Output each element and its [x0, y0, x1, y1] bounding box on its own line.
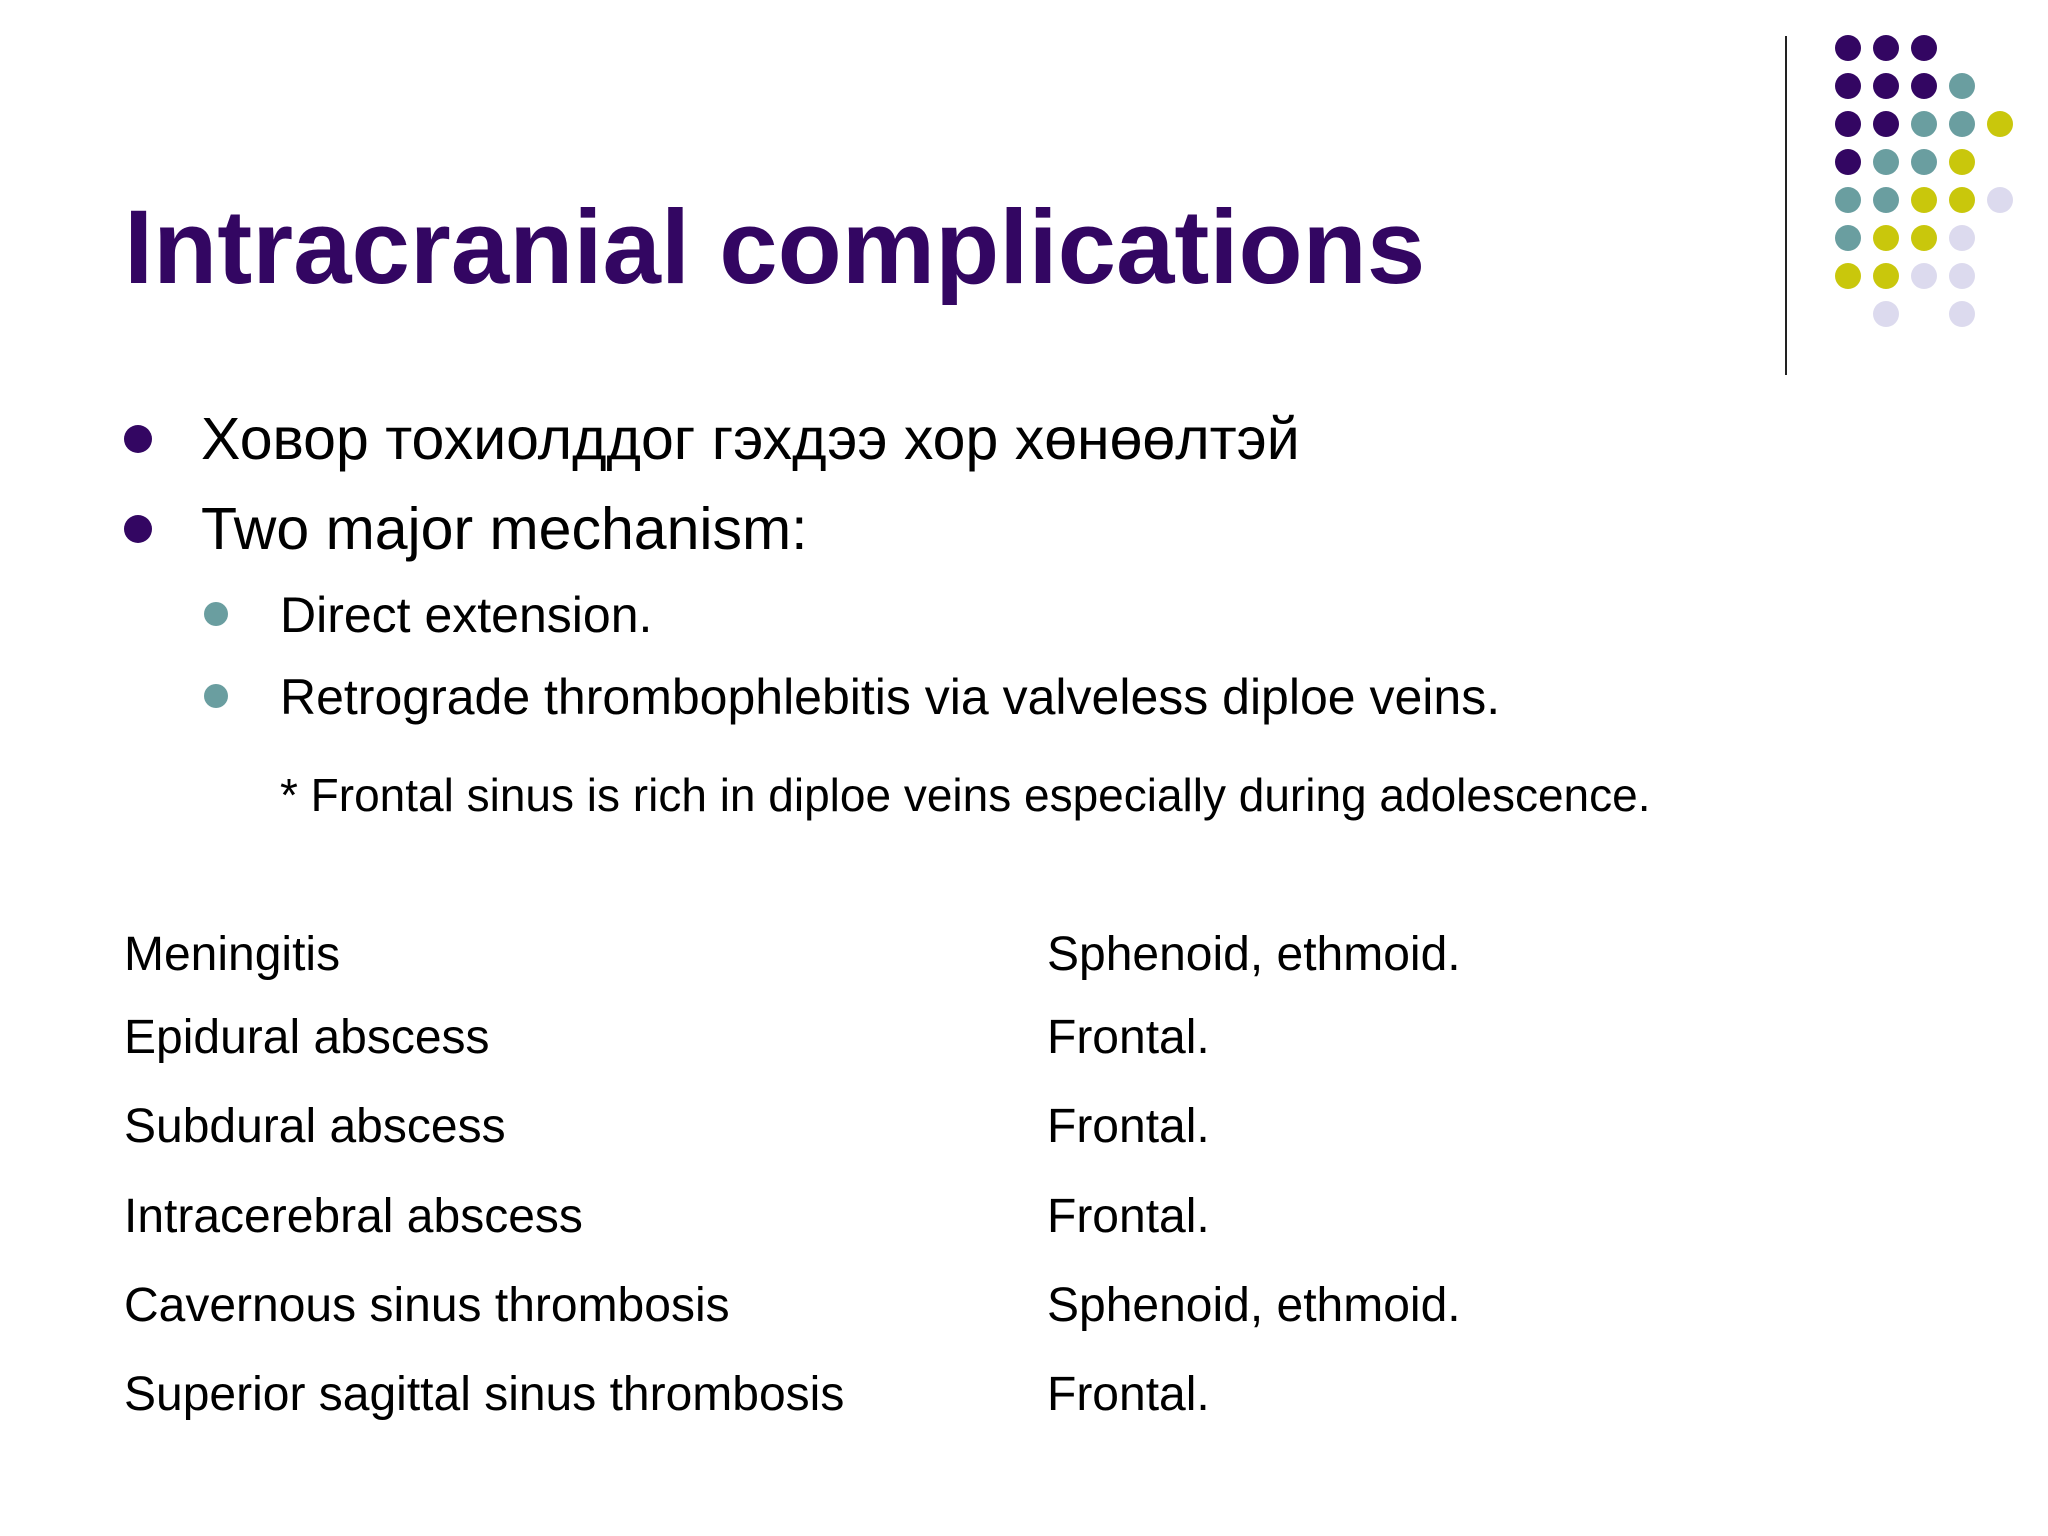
bullet-dot-icon — [124, 425, 152, 453]
decorative-dot — [1949, 149, 1975, 175]
decorative-dot — [1987, 111, 2013, 137]
decorative-dot — [1911, 111, 1937, 137]
sinus-cell: Sphenoid, ethmoid. — [1047, 928, 1461, 981]
sinus-cell: Sphenoid, ethmoid. — [1047, 1279, 1461, 1332]
decorative-dot — [1987, 187, 2013, 213]
complication-cell: Intracerebral abscess — [124, 1190, 583, 1243]
sub-bullet-text: Retrograde thrombophlebitis via valveless diploe veins. — [280, 669, 1501, 725]
decorative-dot — [1835, 263, 1861, 289]
decorative-dot — [1835, 149, 1861, 175]
decorative-dot — [1835, 73, 1861, 99]
decorative-dot — [1873, 35, 1899, 61]
decorative-dot — [1949, 301, 1975, 327]
decorative-dot — [1835, 225, 1861, 251]
decorative-dot — [1873, 301, 1899, 327]
sinus-cell: Frontal. — [1047, 1190, 1210, 1243]
complication-cell: Superior sagittal sinus thrombosis — [124, 1368, 845, 1421]
bullet-text: Two major mechanism: — [201, 496, 808, 562]
decorative-dot — [1911, 225, 1937, 251]
complication-cell: Epidural abscess — [124, 1011, 490, 1064]
decorative-dot — [1835, 35, 1861, 61]
vertical-divider — [1785, 36, 1787, 375]
slide-title: Intracranial complications — [124, 189, 1426, 306]
decorative-dot — [1873, 263, 1899, 289]
decorative-dot — [1873, 111, 1899, 137]
decorative-dot — [1949, 73, 1975, 99]
decorative-dot — [1835, 187, 1861, 213]
decorative-dot — [1949, 263, 1975, 289]
bullet-dot-icon — [124, 515, 152, 543]
decorative-dot — [1949, 187, 1975, 213]
footnote: * Frontal sinus is rich in diploe veins especially during adolescence. — [280, 769, 1651, 821]
decorative-dot — [1911, 149, 1937, 175]
decorative-dot — [1949, 111, 1975, 137]
complication-cell: Cavernous sinus thrombosis — [124, 1279, 730, 1332]
complication-cell: Subdural abscess — [124, 1100, 506, 1153]
decorative-dot — [1911, 187, 1937, 213]
sub-bullet-text: Direct extension. — [280, 587, 653, 643]
decorative-dot — [1911, 263, 1937, 289]
decorative-dot — [1835, 111, 1861, 137]
sub-bullet-dot-icon — [204, 684, 228, 708]
sub-bullet-dot-icon — [204, 602, 228, 626]
sinus-cell: Frontal. — [1047, 1368, 1210, 1421]
decorative-dot — [1873, 187, 1899, 213]
decorative-dot — [1873, 73, 1899, 99]
sinus-cell: Frontal. — [1047, 1011, 1210, 1064]
complication-cell: Meningitis — [124, 928, 341, 981]
decorative-dot — [1873, 149, 1899, 175]
decorative-dot — [1949, 225, 1975, 251]
decorative-dot — [1911, 73, 1937, 99]
bullet-text: Ховор тохиолддог гэхдээ хор хөнөөлтэй — [201, 406, 1300, 472]
decorative-dot — [1873, 225, 1899, 251]
sinus-cell: Frontal. — [1047, 1100, 1210, 1153]
decorative-dot — [1911, 35, 1937, 61]
